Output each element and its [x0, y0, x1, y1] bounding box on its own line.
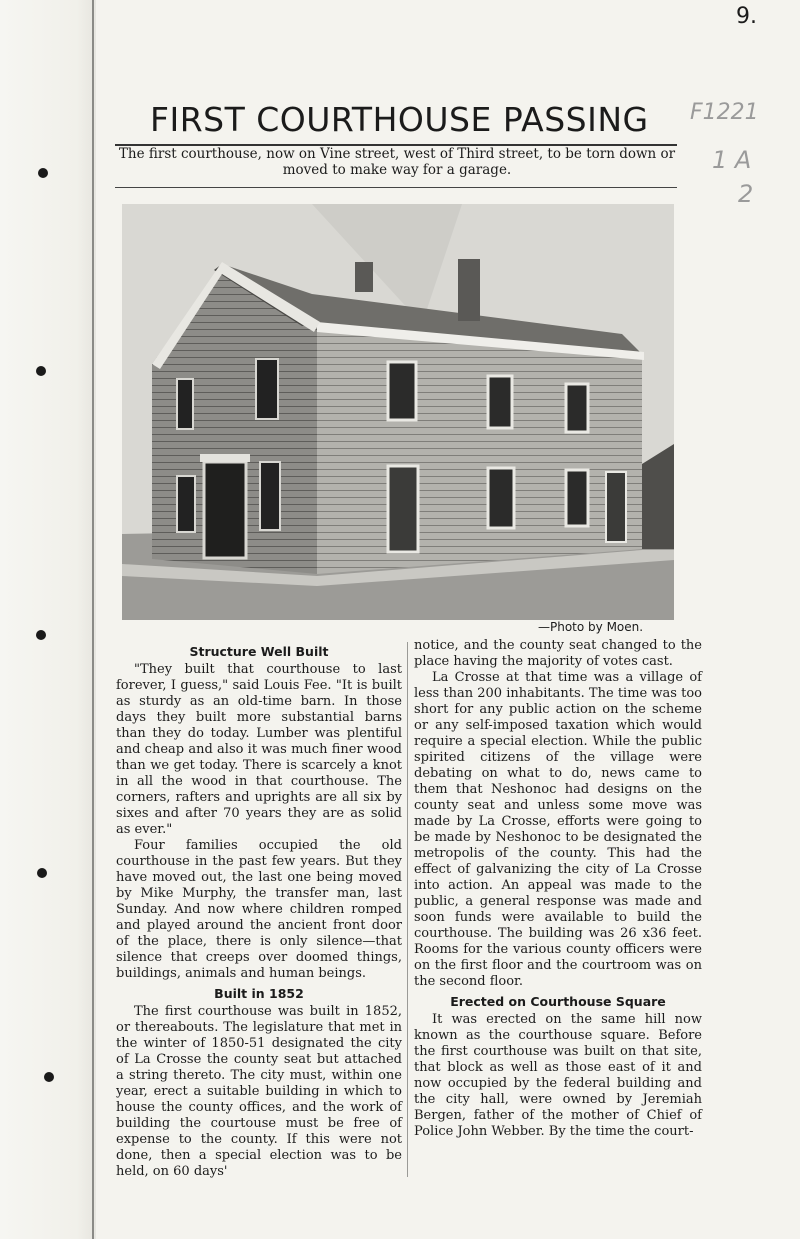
paragraph: notice, and the county seat changed to the place having the majority of votes cast. — [414, 638, 702, 669]
handwritten-code: F1221 — [690, 100, 759, 125]
headline: FIRST COURTHOUSE PASSING — [150, 100, 649, 139]
courthouse-photo — [122, 204, 674, 620]
binding-line — [92, 0, 94, 1239]
punch-hole — [36, 366, 46, 376]
binding-margin — [0, 0, 96, 1239]
page-number: 9. — [736, 4, 757, 29]
punch-hole — [37, 868, 47, 878]
section-heading: Structure Well Built — [189, 644, 329, 659]
section-heading: Built in 1852 — [214, 986, 304, 1001]
article-column-left — [116, 640, 402, 1180]
punch-hole — [36, 630, 46, 640]
subheadline-rule — [115, 187, 677, 188]
paragraph: "They built that courthouse to last forever, I guess," said Louis Fee. "It is built as sturdy as an old-time barn. In those days they built more substantial barns than they do today. Lumber was plentiful and cheap and also it was much finer wood than we get today. There is scarcely a knot in all the wood in that courthouse. The corners, rafters and uprights are all six by sixes and after 70 years they are as solid as ever." — [116, 662, 402, 837]
column-divider — [407, 642, 408, 1177]
photo-credit: —Photo by Moen. — [538, 620, 644, 634]
punch-hole — [38, 168, 48, 178]
paragraph: Four families occupied the old courthouse in the past few years. But they have moved out, the last one being moved by Mike Murphy, the transfer man, last Sunday. And now where children romped and played around the ancient front door of the place, there is only silence—that silence that creeps over doomed things, buildings, animals and human beings. — [116, 838, 402, 981]
article-column-right — [414, 638, 702, 1140]
section-heading: Erected on Courthouse Square — [450, 994, 666, 1009]
paragraph: The first courthouse was built in 1852, or thereabouts. The legislature that met in the winter of 1850-51 designated the city of La Crosse the county seat but attached a string thereto. The city must, within one year, erect a suitable building in which to house the county offices, and the work of building the courtouse must be free of expense to the county. If this were not done, then a special election was to be held, on 60 days' — [116, 1004, 402, 1179]
subheadline: The first courthouse, now on Vine street, west of Third street, to be torn down or moved to make way for a garage. — [118, 146, 676, 178]
punch-hole — [44, 1072, 54, 1082]
paragraph: It was erected on the same hill now known as the courthouse square. Before the first courthouse was built on that site, that block as well as those east of it and now occupied by the federal building and the city hall, were owned by Jeremiah Bergen, father of the mother of Chief of Police John Webber. By the time the court- — [414, 1012, 702, 1139]
paragraph: La Crosse at that time was a village of less than 200 inhabitants. The time was too short for any public action on the scheme or any self-imposed taxation which would require a special election. While the public spirited citizens of the village were debating on what to do, news came to them that Neshonoc had designs on the county seat and unless some move was made by La Crosse, efforts were going to be made by Neshonoc to be designated the metropolis of the county. This had the effect of galvanizing the city of La Crosse into action. An appeal was made to the public, a general response was made and soon funds were available to build the courthouse. The building was 26 x36 feet. Rooms for the various county officers were on the first floor and the courtroom was on the second floor. — [414, 670, 702, 989]
handwritten-mark: 1 A — [712, 146, 752, 174]
handwritten-mark: 2 — [738, 180, 754, 208]
